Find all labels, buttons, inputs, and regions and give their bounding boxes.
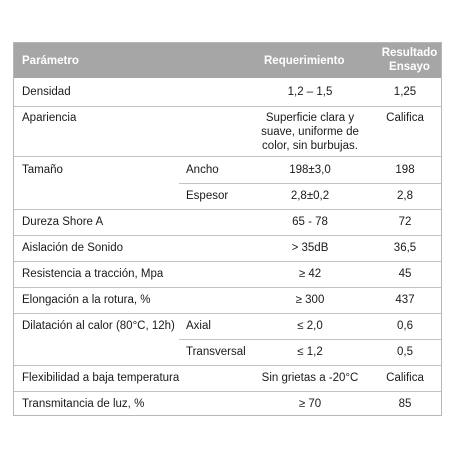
row-divider [14,156,441,157]
requirement-value: 198±3,0 [289,163,331,176]
row-divider [179,339,441,340]
result-value: Califica [386,372,424,384]
header-resultado-line2: Ensayo [389,61,430,73]
parameter-label: Aislación de Sonido [22,242,124,254]
result-value: 0,6 [397,320,413,332]
row-divider [14,106,441,107]
requirement-value: ≤ 1,2 [297,346,323,358]
result-value: 198 [395,163,415,176]
result-value: 36,5 [393,242,417,254]
requirement-value: Superficie clara y [265,112,355,124]
requirement-value: ≤ 2,0 [297,320,323,332]
result-value: 2,8 [397,190,413,202]
row-divider [14,391,441,392]
requirement-value: suave, uniforme de [261,126,359,138]
table-header [14,43,441,78]
parameter-label: Transmitancia de luz, % [22,398,145,410]
requirement-value: ≥ 42 [298,268,322,280]
result-value: 85 [398,398,412,410]
requirement-value: ≥ 300 [295,294,325,306]
result-value: 0,5 [397,346,413,358]
row-divider [179,183,441,184]
parameter-label: Tamaño [22,163,63,176]
parameter-label: Densidad [22,86,71,98]
row-divider [14,261,441,262]
result-value: 1,25 [393,86,417,98]
requirement-value: color, sin burbujas. [262,140,358,152]
requirement-value: 65 - 78 [292,216,328,228]
header-resultado [378,46,441,74]
requirement-value: 1,2 – 1,5 [287,86,333,98]
parameter-label: Dilatación al calor (80°C, 12h) [22,320,175,332]
parameter-label: Flexibilidad a baja temperatura [22,372,180,384]
header-parametro: Parámetro [22,55,79,67]
sub-parameter-label: Espesor [186,190,229,202]
requirement-value: Sin grietas a -20°C [261,372,359,384]
header-requerimiento: Requerimiento [264,55,345,67]
requirement-value: 2,8±0,2 [290,190,330,202]
row-divider [14,287,441,288]
parameter-label: Apariencia [22,112,77,124]
sub-parameter-label: Axial [186,320,211,332]
parameter-label: Dureza Shore A [22,216,104,228]
result-value: 437 [395,294,415,306]
properties-table [13,42,442,416]
row-divider [14,313,441,314]
parameter-label: Resistencia a tracción, Mpa [22,268,164,280]
header-resultado-line1: Resultado [381,47,438,59]
result-value: 72 [398,216,412,228]
parameter-label: Elongación a la rotura, % [22,294,151,306]
row-divider [14,235,441,236]
sub-parameter-label: Ancho [186,163,219,176]
result-value: 45 [398,268,412,280]
result-value: Califica [386,112,424,124]
row-divider [14,209,441,210]
requirement-value: > 35dB [291,242,329,254]
requirement-value: ≥ 70 [298,398,322,410]
row-divider [14,365,441,366]
sub-parameter-label: Transversal [186,346,246,358]
